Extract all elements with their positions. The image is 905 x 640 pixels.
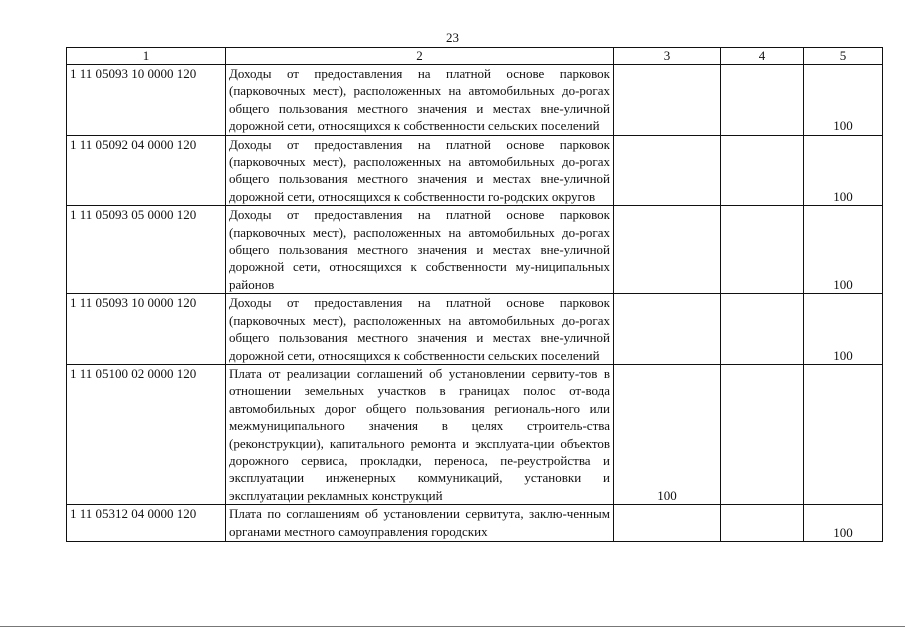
scan-edge-line [0,626,905,627]
row-col4 [721,294,804,365]
header-col-4: 4 [721,48,804,65]
header-col-2: 2 [226,48,614,65]
row-col5: 100 [804,505,883,542]
table-row [67,65,883,136]
row-col4 [721,135,804,206]
header-col-5: 5 [804,48,883,65]
row-col5: 100 [804,65,883,136]
row-col4 [721,364,804,504]
row-col3: 100 [614,364,721,504]
row-description: Плата от реализации соглашений об установлении сервиту-тов в отношении земельных участков в границах полос от-вода автомобильных дорог общего пользования региональ-ного или межмуниципального значения в целях строитель-ства (реконструкции), капитального ремонта и эксплуата-ции объектов дорожного сервиса, прокладки, переноса, пе-реустройства и эксплуатации инженерных коммуникаций, установки и эксплуатации рекламных конструкций [226,364,614,504]
row-code: 1 11 05312 04 0000 120 [67,505,226,542]
row-col4 [721,65,804,136]
row-col3 [614,505,721,542]
row-col3 [614,65,721,136]
row-col5: 100 [804,294,883,365]
row-col3 [614,294,721,365]
row-col4 [721,505,804,542]
row-col3 [614,135,721,206]
header-row [67,48,883,65]
table-row [67,294,883,365]
row-code: 1 11 05093 10 0000 120 [67,294,226,365]
row-code: 1 11 05100 02 0000 120 [67,364,226,504]
row-code: 1 11 05092 04 0000 120 [67,135,226,206]
row-col3 [614,206,721,294]
row-code: 1 11 05093 10 0000 120 [67,65,226,136]
header-col-1: 1 [67,48,226,65]
row-col5 [804,364,883,504]
revenue-table [66,47,883,542]
table-row [67,364,883,504]
row-col5: 100 [804,135,883,206]
row-code: 1 11 05093 05 0000 120 [67,206,226,294]
table-row [67,206,883,294]
table-row [67,505,883,542]
row-description: Доходы от предоставления на платной основе парковок (парковочных мест), расположенных на автомобильных до-рогах общего пользования местного значения и местах вне-уличной дорожной сети, относящихся к собственности му-ниципальных районов [226,206,614,294]
row-description: Доходы от предоставления на платной основе парковок (парковочных мест), расположенных на автомобильных до-рогах общего пользования местного значения и местах вне-уличной дорожной сети, относящихся к собственности го-родских округов [226,135,614,206]
row-description: Плата по соглашениям об установлении сервитута, заклю-ченным органами местного самоуправления городских [226,505,614,542]
header-col-3: 3 [614,48,721,65]
row-col4 [721,206,804,294]
row-description: Доходы от предоставления на платной основе парковок (парковочных мест), расположенных на автомобильных до-рогах общего пользования местного значения и местах вне-уличной дорожной сети, относящихся к собственности сельских поселений [226,294,614,365]
table-row [67,135,883,206]
row-col5: 100 [804,206,883,294]
row-description: Доходы от предоставления на платной основе парковок (парковочных мест), расположенных на автомобильных до-рогах общего пользования местного значения и местах вне-уличной дорожной сети, относящихся к собственности сельских поселений [226,65,614,136]
page-number: 23 [446,30,459,45]
